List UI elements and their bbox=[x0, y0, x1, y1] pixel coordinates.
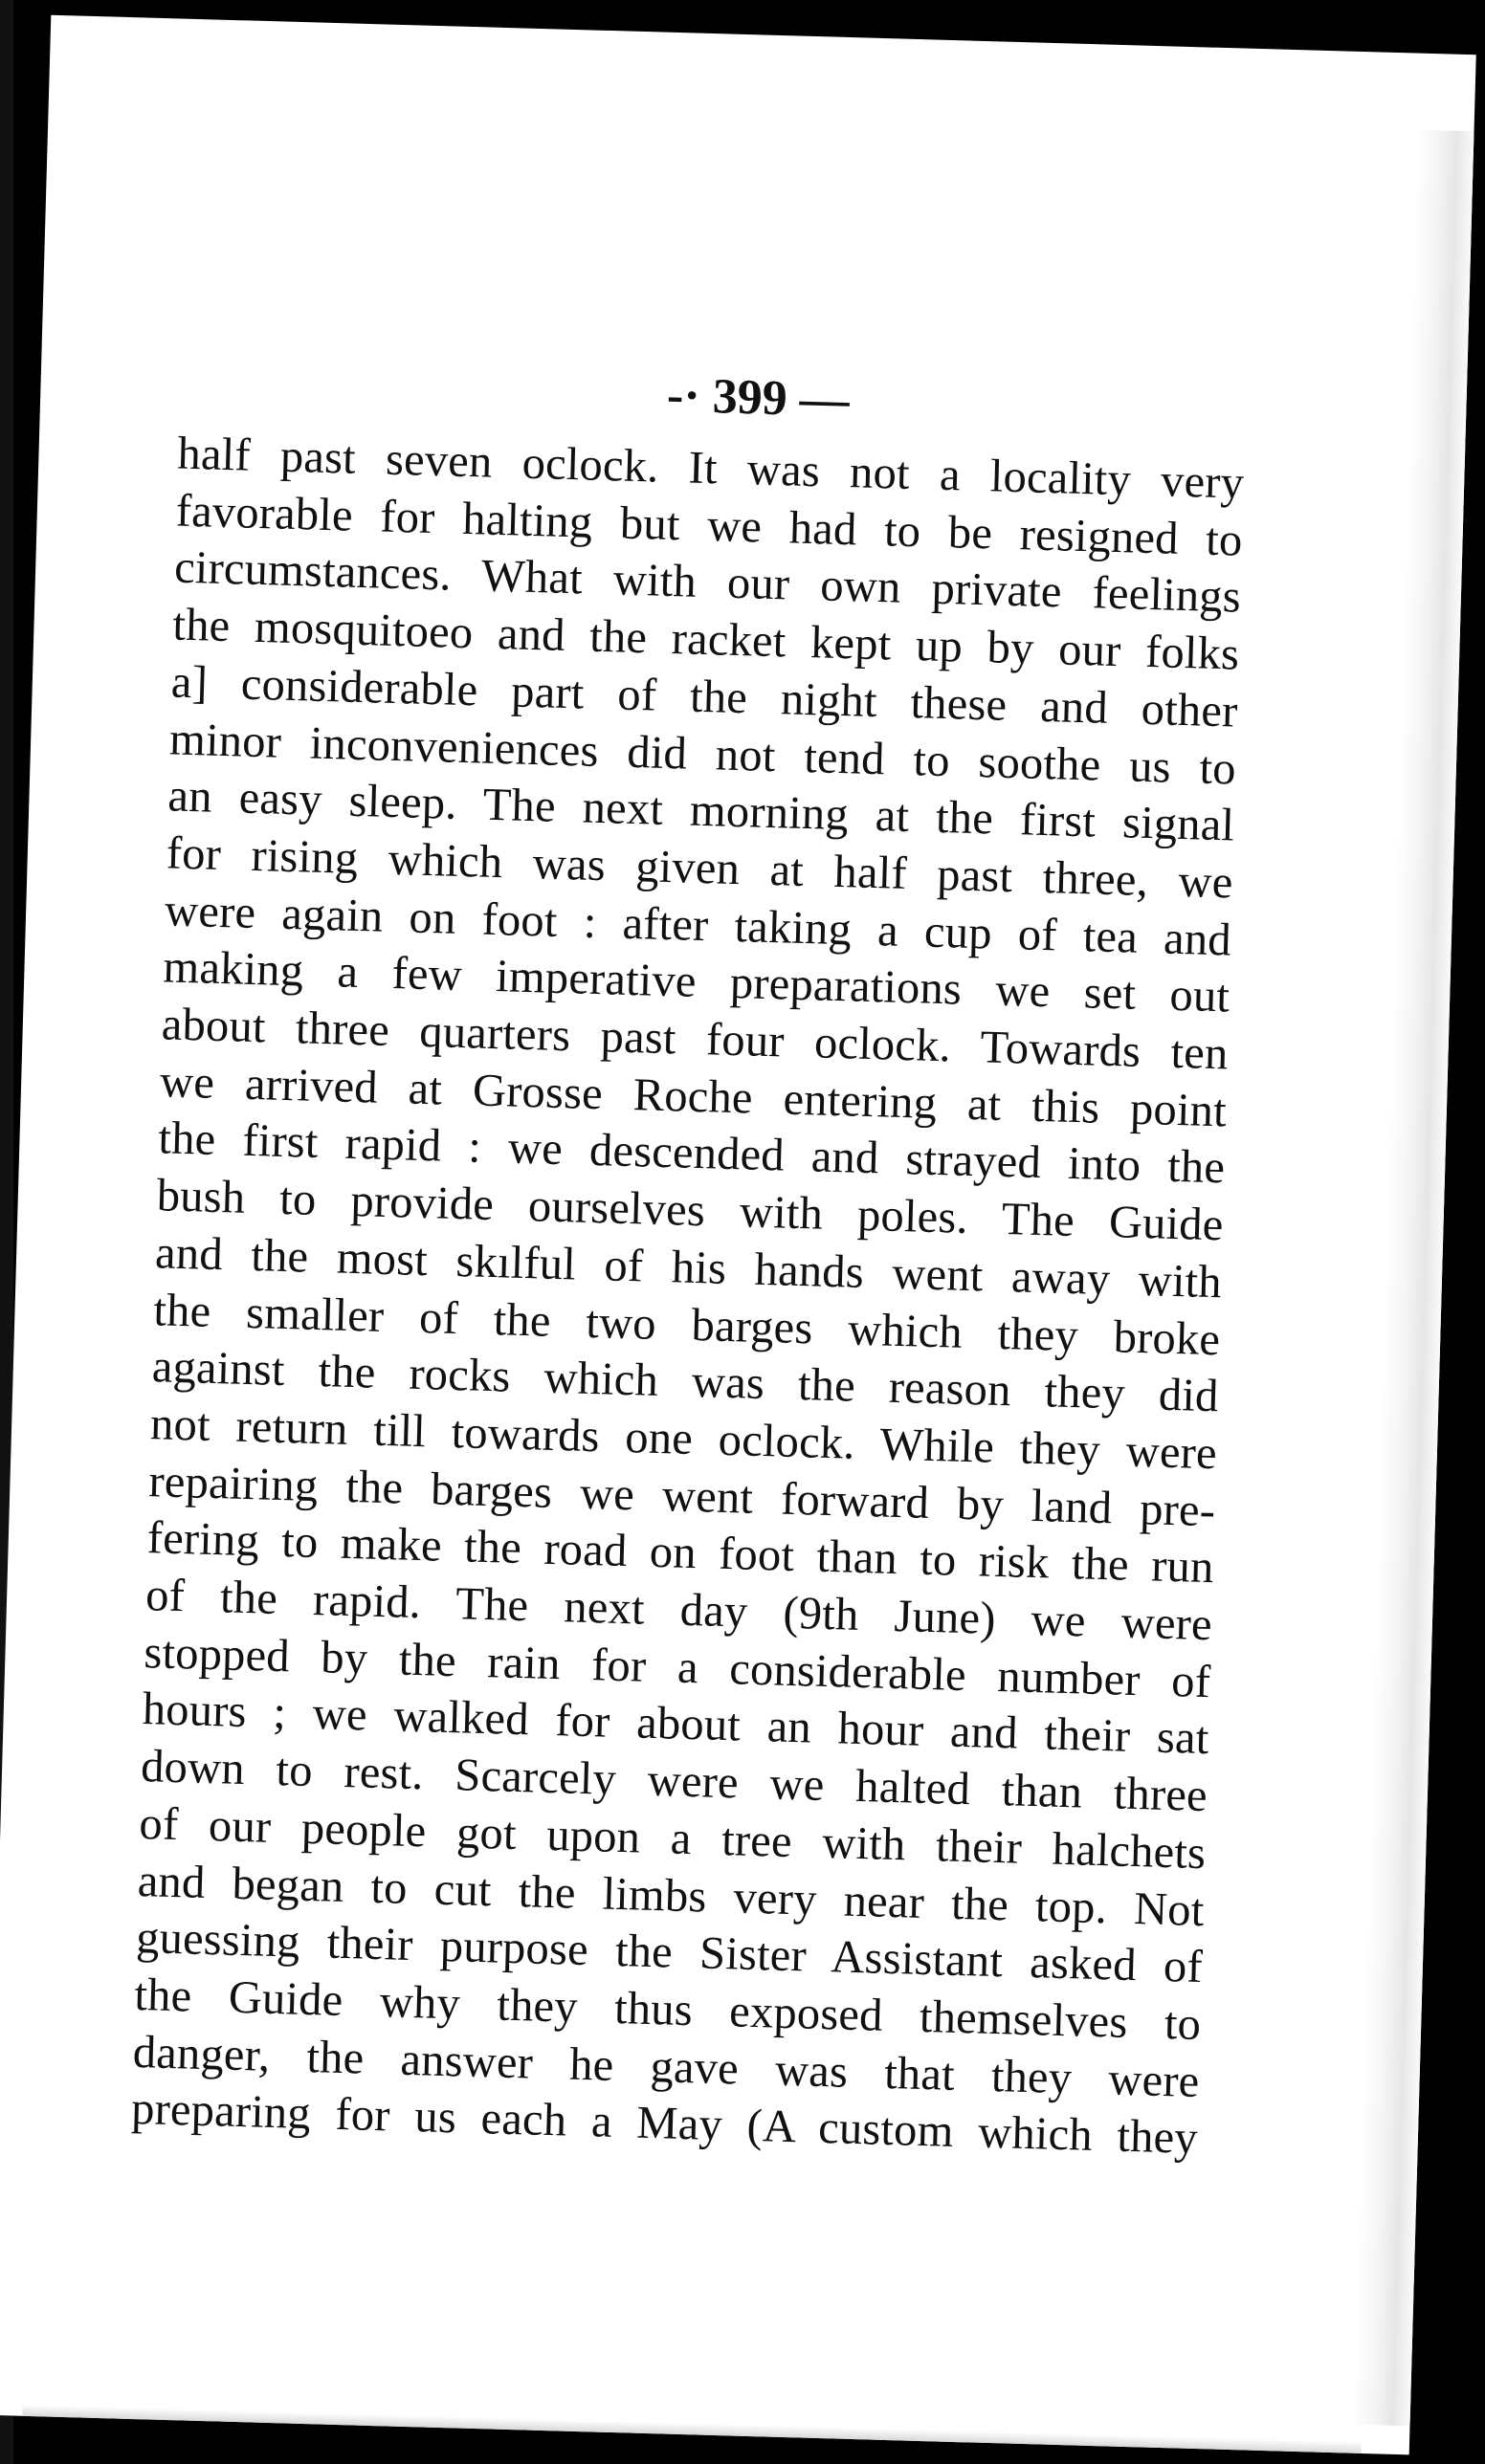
text-line: repairing the barges we went forward by land pre- bbox=[147, 1455, 1216, 1536]
text-line: an easy sleep. The next morning at the first signal bbox=[166, 770, 1235, 851]
text-line: half past seven oclock. It was not a locality very bbox=[176, 428, 1245, 509]
text-line: for rising which was given at half past three, we bbox=[166, 827, 1234, 909]
text-line: favorable for halting but we had to be resigned to bbox=[175, 485, 1244, 566]
text-line: hours ; we walked for about an hour and their sat bbox=[142, 1683, 1210, 1765]
text-line: of the rapid. The next day (9th June) we were bbox=[144, 1570, 1213, 1651]
text-line: guessing their purpose the Sister Assistant asked of bbox=[135, 1912, 1204, 1993]
text-line: about three quarters past four oclock. Towards ten bbox=[161, 999, 1230, 1080]
text-line: were again on foot : after taking a cup of tea and bbox=[164, 885, 1232, 966]
text-line: the mosquitoeo and the racket kept up by our folks bbox=[171, 599, 1240, 680]
body-text bbox=[130, 426, 1245, 2168]
text-line: against the rocks which was the reason they did bbox=[151, 1341, 1220, 1422]
text-line: fering to make the road on foot than to risk the run bbox=[146, 1512, 1215, 1594]
text-line: bush to provide ourselves with poles. The Guide bbox=[156, 1170, 1225, 1251]
text-line: and began to cut the limbs very near the top. Not bbox=[137, 1855, 1206, 1936]
text-line: preparing for us each a May (A custom which they bbox=[130, 2083, 1199, 2165]
text-line: we arrived at Grosse Roche entering at this point bbox=[159, 1056, 1228, 1137]
page-bottom-edge bbox=[22, 2405, 1362, 2453]
text-line: down to rest. Scarcely were we halted than three bbox=[140, 1741, 1208, 1822]
text-line: danger, the answer he gave was that they were bbox=[132, 2026, 1201, 2107]
text-line: a] considerable part of the night these and other bbox=[170, 656, 1239, 737]
text-line: circumstances. What with our own private feelings bbox=[173, 541, 1242, 624]
book-page bbox=[0, 15, 1476, 2455]
text-line: the first rapid : we descended and strayed into the bbox=[157, 1112, 1226, 1194]
text-line: stopped by the rain for a considerable number of bbox=[143, 1626, 1211, 1707]
text-line: of our people got upon a tree with their halchets bbox=[138, 1797, 1207, 1879]
text-line: making a few imperative preparations we set out bbox=[162, 941, 1230, 1023]
page-number: -· 399 — bbox=[666, 367, 851, 429]
text-line: not return till towards one oclock. While they were bbox=[149, 1398, 1218, 1480]
page-fore-edge bbox=[1353, 130, 1474, 2427]
text-line: and the most skılful of his hands went away with bbox=[154, 1227, 1223, 1309]
text-line: the smaller of the two barges which they broke bbox=[152, 1284, 1221, 1365]
text-line: minor inconveniences did not tend to soothe us to bbox=[168, 713, 1237, 795]
text-line: the Guide why they thus exposed themselves to bbox=[133, 1969, 1202, 2051]
